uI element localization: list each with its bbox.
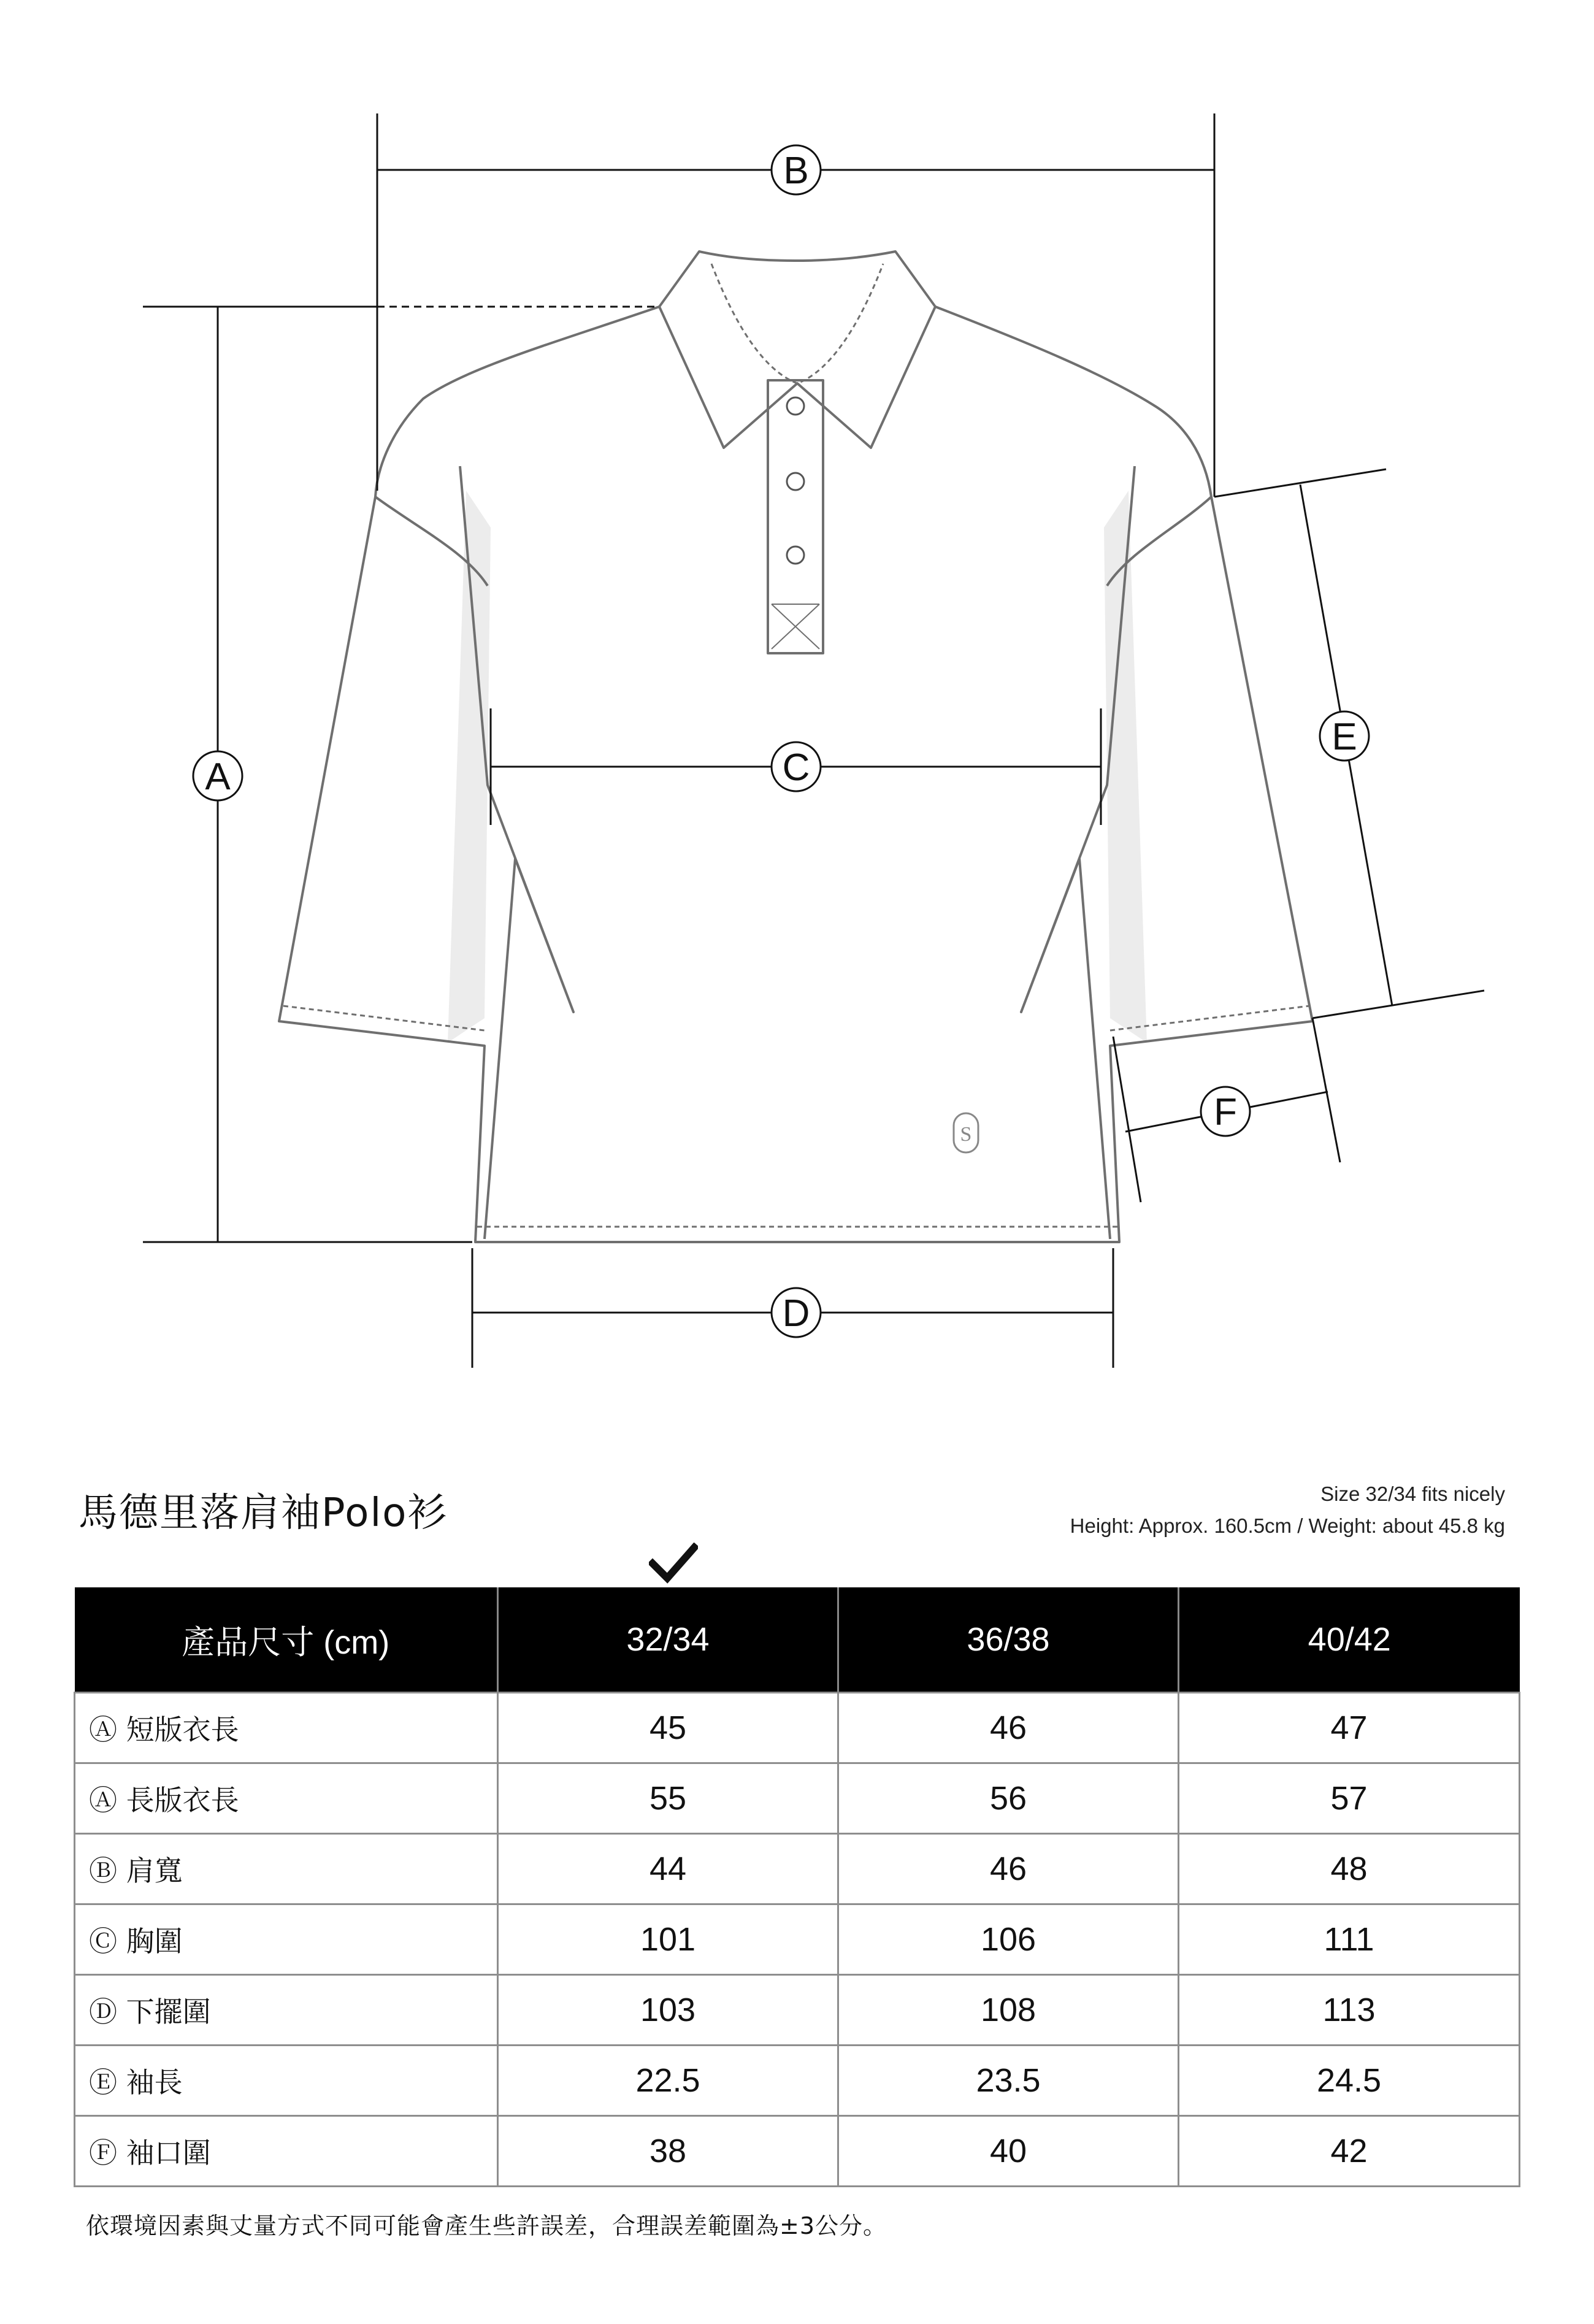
row-label: Ⓐ 短版衣長 <box>75 1693 498 1763</box>
table-row <box>75 1834 1520 1904</box>
collar <box>659 251 935 448</box>
row-label: Ⓓ 下擺圍 <box>75 1975 498 2046</box>
table-cell: 57 <box>1179 1763 1520 1834</box>
table-header-row <box>75 1587 1520 1693</box>
button-1-icon <box>787 397 804 415</box>
placket-box-stitch <box>772 604 819 649</box>
logo-mark-icon <box>954 1113 978 1152</box>
size-table <box>74 1587 1520 2187</box>
model-info <box>1070 1478 1505 1542</box>
table-cell: 42 <box>1179 2116 1520 2187</box>
table-cell: 106 <box>838 1904 1179 1975</box>
product-title: 馬德里落肩袖Polo衫 <box>79 1490 448 1536</box>
table-row <box>75 1693 1520 1763</box>
label-e: E <box>1332 716 1357 758</box>
table-cell: 47 <box>1179 1693 1520 1763</box>
button-3-icon <box>787 546 804 564</box>
model-measure-line: Height: Approx. 160.5cm / Weight: about 45.8 kg <box>1070 1514 1505 1537</box>
collar-inner <box>711 264 883 383</box>
row-label: Ⓔ 袖長 <box>75 2046 498 2116</box>
table-cell: 101 <box>498 1904 838 1975</box>
table-cell: 111 <box>1179 1904 1520 1975</box>
table-cell: 56 <box>838 1763 1179 1834</box>
header-size-36-38: 36/38 <box>838 1587 1179 1693</box>
table-row <box>75 1904 1520 1975</box>
table-cell: 103 <box>498 1975 838 2046</box>
table-cell: 38 <box>498 2116 838 2187</box>
header-size-32-34: 32/34 <box>498 1587 838 1693</box>
label-a: A <box>205 756 231 798</box>
label-f: F <box>1214 1091 1237 1133</box>
measurement-footnote: 依環境因素與丈量方式不同可能會產生些許誤差，合理誤差範圍為±3公分。 <box>86 2212 887 2239</box>
table-cell: 113 <box>1179 1975 1520 2046</box>
table-cell: 44 <box>498 1834 838 1904</box>
table-row <box>75 2116 1520 2187</box>
row-label: Ⓑ 肩寬 <box>75 1834 498 1904</box>
table-row <box>75 1763 1520 1834</box>
table-cell: 46 <box>838 1693 1179 1763</box>
placket <box>768 380 823 653</box>
row-label: Ⓐ 長版衣長 <box>75 1763 498 1834</box>
table-cell: 40 <box>838 2116 1179 2187</box>
table-cell: 48 <box>1179 1834 1520 1904</box>
table-row <box>75 2046 1520 2116</box>
table-cell: 46 <box>838 1834 1179 1904</box>
header-size-40-42: 40/42 <box>1179 1587 1520 1693</box>
model-fit-line: Size 32/34 fits nicely <box>1320 1482 1505 1505</box>
table-cell: 45 <box>498 1693 838 1763</box>
table-cell: 23.5 <box>838 2046 1179 2116</box>
header-product-size: 產品尺寸 (cm) <box>75 1587 498 1693</box>
button-2-icon <box>787 473 804 490</box>
label-d: D <box>782 1292 810 1335</box>
row-label: Ⓒ 胸圍 <box>75 1904 498 1975</box>
table-cell: 55 <box>498 1763 838 1834</box>
svg-text:S: S <box>960 1123 972 1146</box>
label-c: C <box>782 746 810 789</box>
checkmark-icon <box>649 1543 698 1584</box>
label-b: B <box>783 150 809 192</box>
table-cell: 108 <box>838 1975 1179 2046</box>
table-row <box>75 1975 1520 2046</box>
table-cell: 22.5 <box>498 2046 838 2116</box>
table-cell: 24.5 <box>1179 2046 1520 2116</box>
row-label: Ⓕ 袖口圍 <box>75 2116 498 2187</box>
